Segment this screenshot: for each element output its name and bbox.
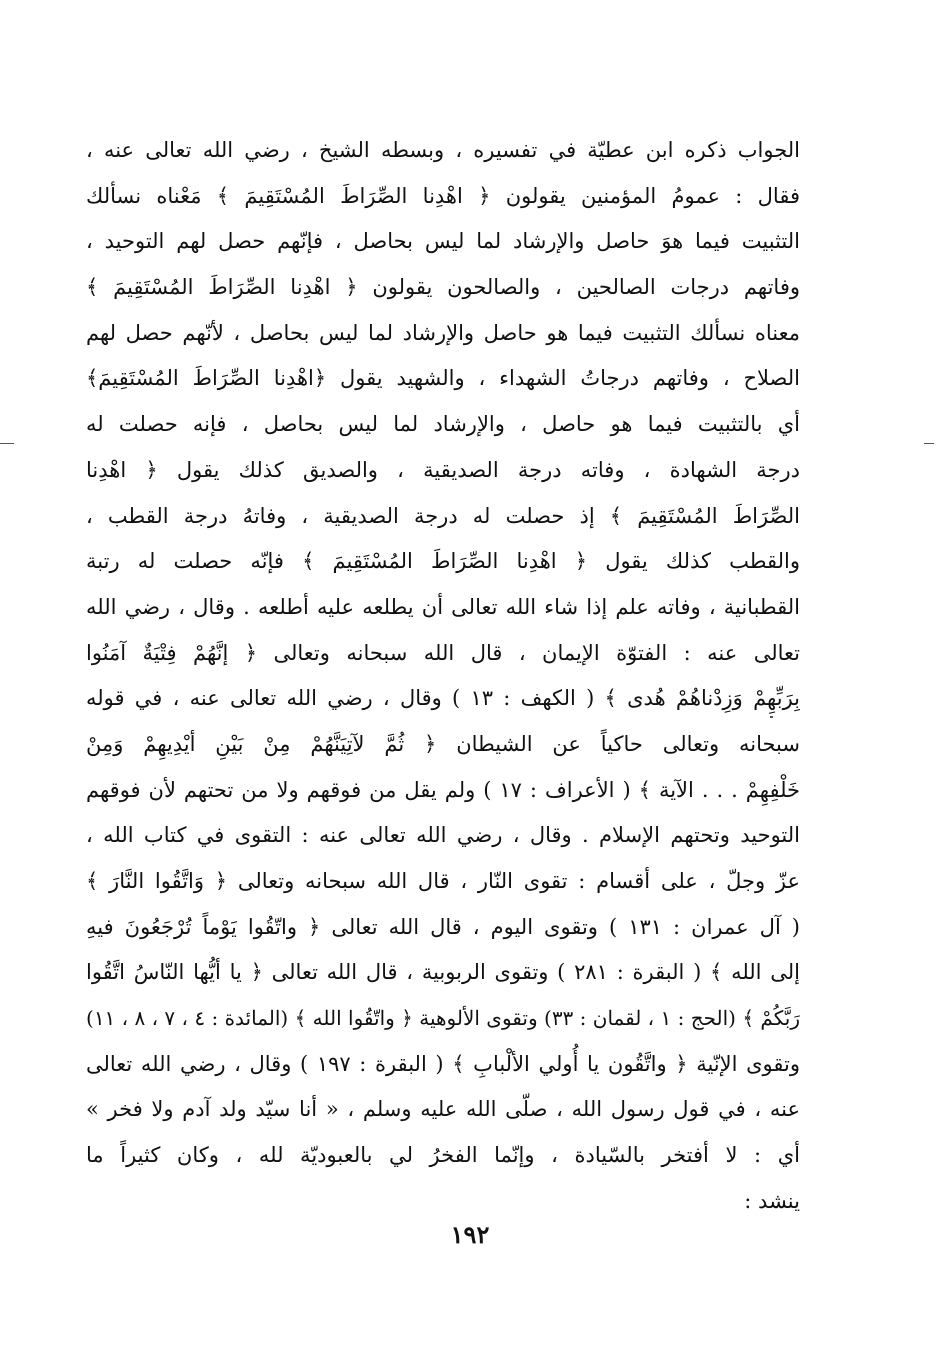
text-line: معناه نسألك التثبيت فيما هو حاصل والإرشاد لما ليس بحاصل ، لأنّهم حصل لهم xyxy=(86,320,800,345)
text-line: أي بالتثبيت فيما هو حاصل ، والإرشاد لما ليس بحاصل ، فإنه حصلت له xyxy=(86,412,800,437)
text-line: القطبانية ، وفاته علم إذا شاء الله تعالى أن يطلعه عليه أطلعه . وقال ، رضي الله xyxy=(86,594,800,619)
text-line: خَلْفِهِمْ . . . الآية ﴾ ( الأعراف : ١٧ ) ولم يقل من فوقهم ولا من تحتهم لأن فوقهم xyxy=(86,777,800,802)
text-line: أي : لا أفتخر بالسّيادة ، وإنّما الفخرُ لي بالعبوديّة لله ، وكان كثيراً ما xyxy=(86,1143,800,1168)
text-line: سبحانه وتعالى حاكياً عن الشيطان ﴿ ثُمَّ لآتِيَنَّهُمْ مِنْ بَيْنِ أيْدِيهِمْ وَمِنْ xyxy=(86,731,800,756)
text-line: الجواب ذكره ابن عطيّة في تفسيره ، وبسطه الشيخ ، رضي الله تعالى عنه ، xyxy=(86,138,800,162)
text-line: ( آل عمران : ١٣١ ) وتقوى اليوم ، قال الله تعالى ﴿ واتّقُوا يَوْماً تُرْجَعُونَ فيهِ xyxy=(86,914,800,939)
text-line: رَبَّكُمْ ﴾ (الحج : ١ ، لقمان : ٣٣) وتقوى الألوهية ﴿ واتّقُوا الله ﴾ (المائدة : ٤ ، ٧ ، ٨ ، ١١) xyxy=(86,1006,800,1031)
text-line: وتقوى الإنّية ﴿ واتَّقُون يا أُولي الألْبابِ ﴾ ( البقرة : ١٩٧ ) وقال ، رضي الله تعالى xyxy=(86,1051,800,1076)
text-line: عنه ، في قول رسول الله ، صلّى الله عليه وسلم ، « أنا سيّد ولد آدم ولا فخر » xyxy=(86,1097,800,1122)
scan-margin-mark xyxy=(924,443,934,444)
text-line: وفاتهم درجات الصالحين ، والصالحون يقولون ﴿ اهْدِنا الصِّرَاطَ المُسْتَقِيمَ ﴾ xyxy=(86,275,800,300)
scan-margin-mark xyxy=(0,443,14,444)
text-line: التثبيت فيما هوَ حاصل والإرشاد لما ليس بحاصل ، فإنّهم حصل لهم التوحيد ، xyxy=(86,229,800,254)
scan-speck xyxy=(770,716,773,718)
text-line: درجة الشهادة ، وفاته درجة الصديقية ، والصديق كذلك يقول ﴿ اهْدِنا xyxy=(86,457,800,482)
body-text xyxy=(86,128,800,1225)
text-line: بِرَبِّهِمْ وَزِدْناهُمْ هُدى ﴾ ( الكهف : ١٣ ) وقال ، رضي الله تعالى عنه ، في قوله xyxy=(86,686,800,711)
text-line: والقطب كذلك يقول ﴿ اهْدِنا الصِّرَاطَ المُسْتَقِيمَ ﴾ فإنّه حصلت له رتبة xyxy=(86,549,800,574)
text-line: فقال : عمومُ المؤمنين يقولون ﴿ اهْدِنا الصِّرَاطَ المُسْتَقِيمَ ﴾ مَعْناه نسألك xyxy=(86,183,800,208)
text-line: الصِّرَاطَ المُسْتَقِيمَ ﴾ إذ حصلت له درجة الصديقية ، وفاتهُ درجة القطب ، xyxy=(86,503,800,528)
text-line: تعالى عنه : الفتوّة الإيمان ، قال الله سبحانه وتعالى ﴿ إنَّهُمْ فِتْيَةٌ آمَنُوا xyxy=(86,640,800,665)
text-line: التوحيد وتحتهم الإسلام . وقال ، رضي الله تعالى عنه : التقوى في كتاب الله ، xyxy=(86,823,800,848)
text-line: إلى الله ﴾ ( البقرة : ٢٨١ ) وتقوى الربوبية ، قال الله تعالى ﴿ يا أيُّها النّاسُ اتَّقُوا xyxy=(86,960,800,985)
page-number: ١٩٢ xyxy=(450,1220,490,1249)
text-line: ينشد : xyxy=(744,1188,800,1213)
text-line: عزّ وجلّ ، على أقسام : تقوى النّار ، قال الله سبحانه وتعالى ﴿ وَاتَّقُوا النَّارَ ﴾ xyxy=(86,869,800,893)
text-line: الصلاح ، وفاتهم درجاتُ الشهداء ، والشهيد يقول ﴿اهْدِنا الصِّرَاطَ المُسْتَقِيمَ﴾ xyxy=(86,366,800,391)
